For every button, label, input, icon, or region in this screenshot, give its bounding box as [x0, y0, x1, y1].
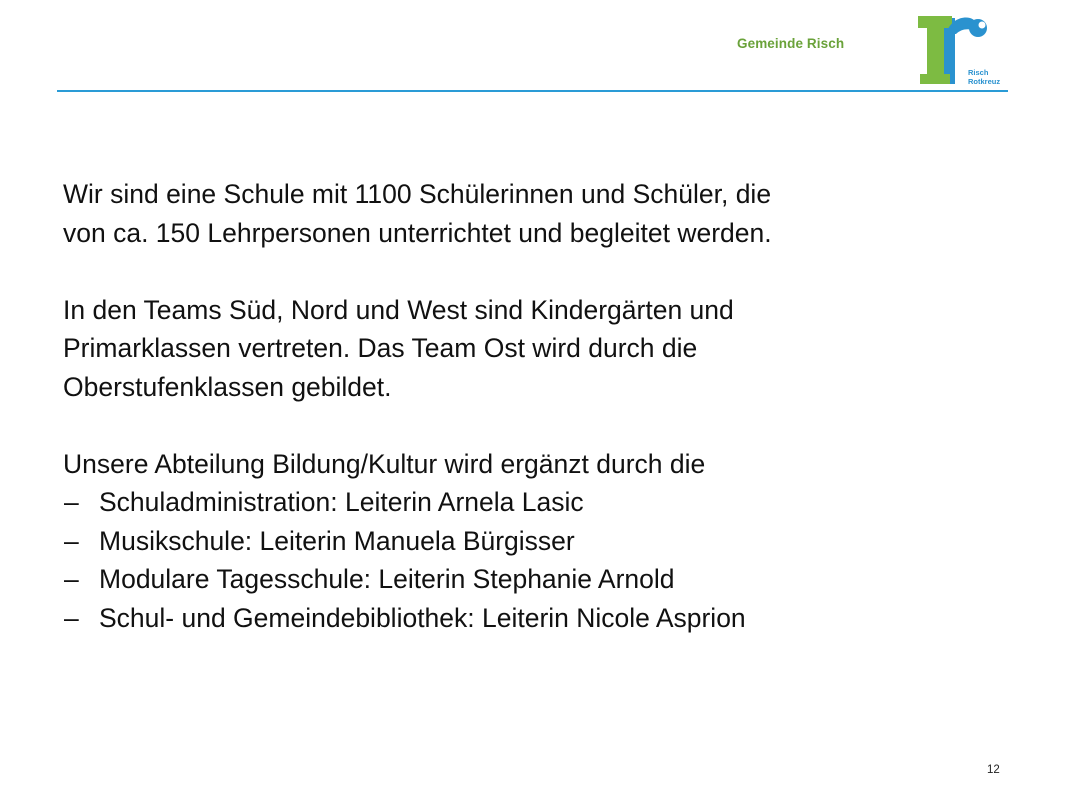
department-list: [63, 483, 963, 637]
paragraph-department: [63, 445, 963, 638]
paragraph-2-line-2: Primarklassen vertreten. Das Team Ost wird durch die: [63, 333, 698, 363]
logo-text-line-1: Risch: [968, 68, 989, 77]
paragraph-school-overview: [63, 175, 963, 252]
list-item: [63, 599, 963, 638]
logo-text: [968, 69, 1000, 86]
paragraph-teams: [63, 291, 963, 407]
list-item-text: Musikschule: Leiterin Manuela Bürgisser: [99, 525, 575, 556]
paragraph-1-line-1: Wir sind eine Schule mit 1100 Schülerinnen und Schüler, die: [63, 179, 772, 209]
paragraph-3-intro: Unsere Abteilung Bildung/Kultur wird ergänzt durch die: [63, 448, 706, 479]
list-item-text: Schul- und Gemeindebibliothek: Leiterin Nicole Asprion: [99, 602, 746, 633]
list-item: [63, 483, 963, 522]
header-divider: [57, 90, 1008, 92]
paragraph-2-line-1: In den Teams Süd, Nord und West sind Kindergärten und: [63, 294, 734, 325]
list-dash-marker: –: [64, 564, 79, 594]
slide-content: [63, 175, 963, 637]
paragraph-1-line-2: von ca. 150 Lehrpersonen unterrichtet und begleitet werden.: [63, 217, 772, 248]
risch-rotkreuz-logo: [916, 14, 1008, 88]
paragraph-gap: [63, 406, 963, 445]
page-number: 12: [987, 764, 1000, 776]
logo-text-line-2: Rotkreuz: [968, 76, 1001, 86]
list-item-text: Modulare Tagesschule: Leiterin Stephanie Arnold: [99, 564, 675, 594]
paragraph-2-line-3: Oberstufenklassen gebildet.: [63, 371, 392, 402]
list-dash-marker: –: [64, 487, 79, 517]
list-dash-marker: –: [64, 525, 79, 556]
list-item: [63, 522, 963, 561]
paragraph-gap: [63, 252, 963, 291]
header-org-name: Gemeinde Risch: [737, 36, 845, 51]
list-dash-marker: –: [64, 602, 79, 633]
list-item: [63, 560, 963, 599]
list-item-text: Schuladministration: Leiterin Arnela Lasic: [99, 487, 584, 517]
